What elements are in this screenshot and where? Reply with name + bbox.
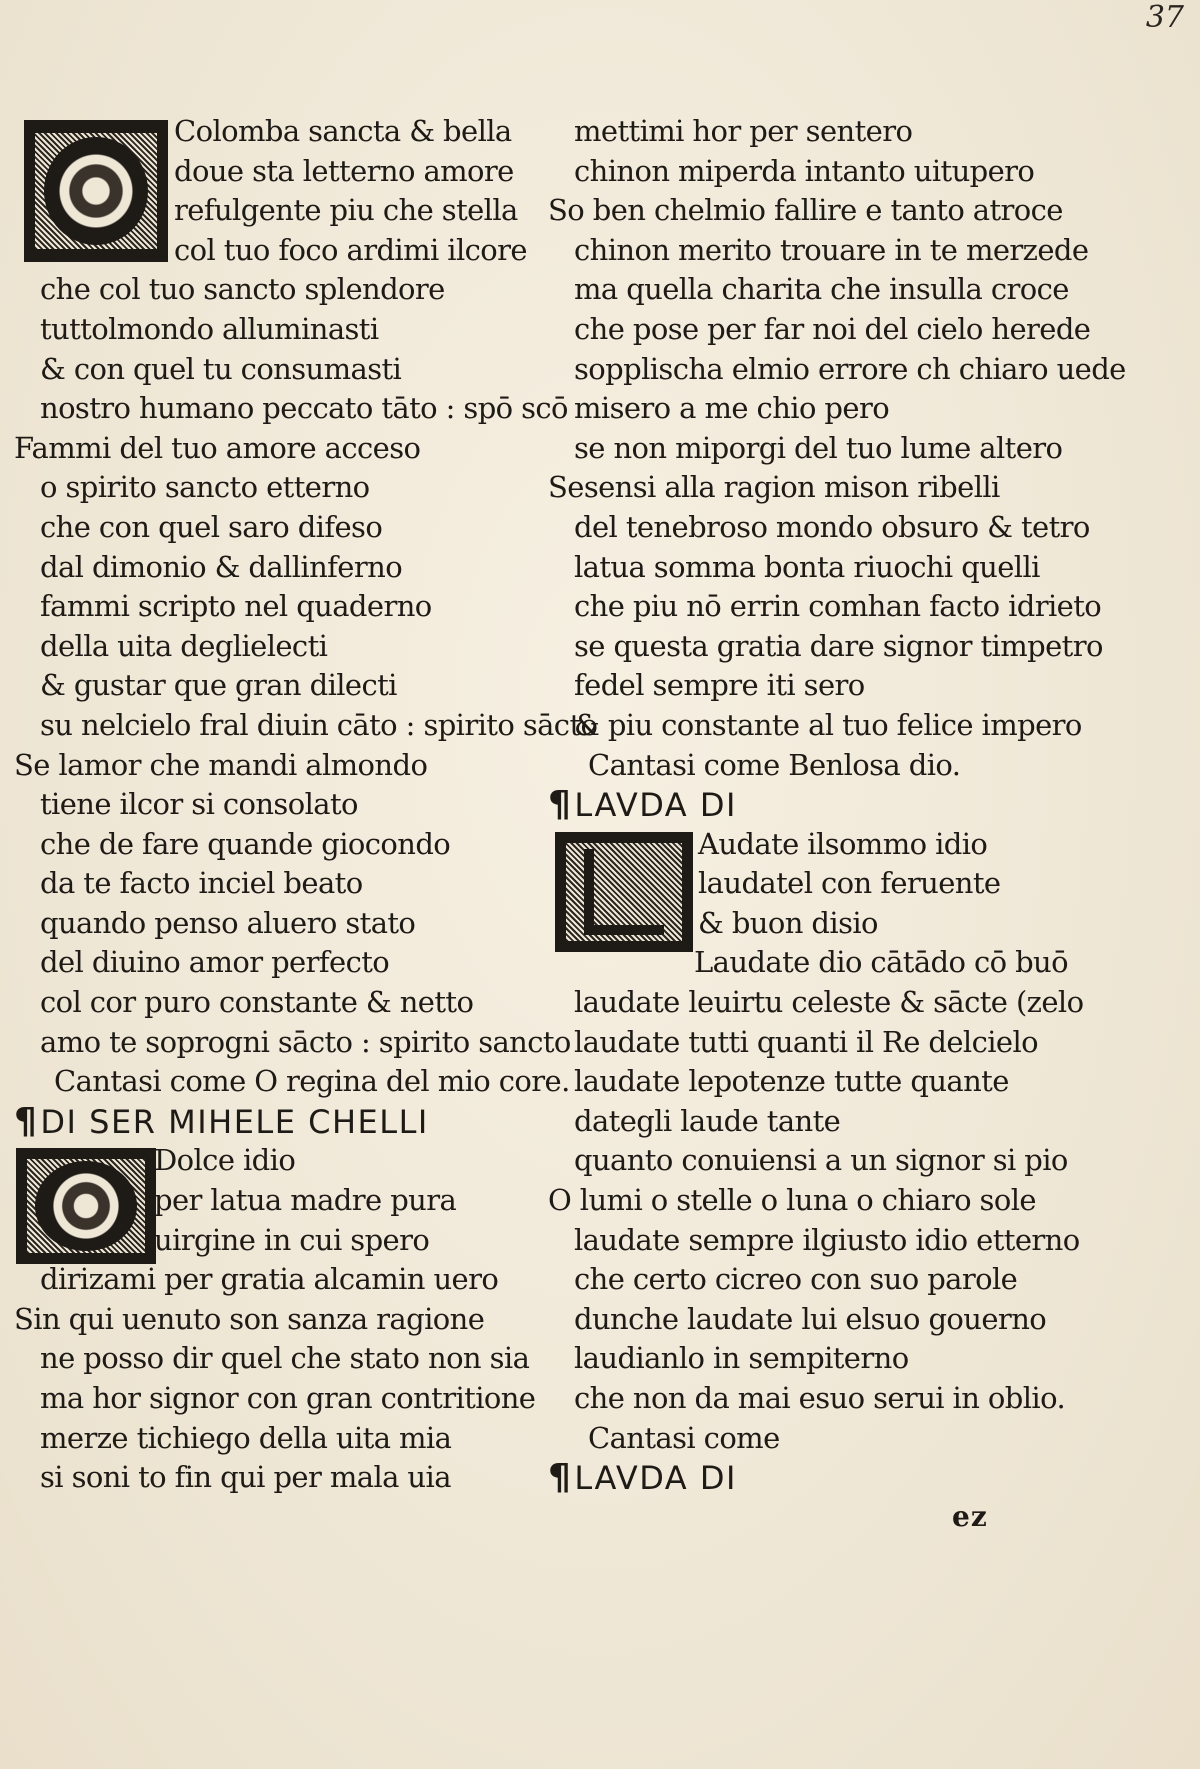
text-line: che pose per far noi del cielo herede [574, 311, 1091, 346]
text-line: & buon disio [698, 905, 878, 940]
text-line: So ben chelmio fallire e tanto atroce [548, 193, 1063, 228]
text-line: che col tuo sancto splendore [40, 272, 445, 307]
text-line: merze tichiego della uita mia [40, 1420, 452, 1455]
text-line: & piu constante al tuo felice impero [574, 707, 1082, 742]
text-line: Se lamor che mandi almondo [14, 747, 428, 782]
text-line: Laudate dio cātādo cō buō [694, 945, 1068, 980]
text-line: latua somma bonta riuochi quelli [574, 549, 1040, 584]
rubric-cantasi: Cantasi come Benlosa dio. [588, 747, 961, 782]
text-line: del diuino amor perfecto [40, 945, 390, 980]
text-line: ne posso dir quel che stato non sia [40, 1341, 530, 1376]
text-line: se questa gratia dare signor timpetro [574, 628, 1103, 663]
text-line: che piu nō errin comhan facto idrieto [574, 589, 1102, 624]
paragraph-mark: ¶ [548, 1457, 573, 1499]
text-line: per latua madre pura [154, 1183, 457, 1218]
text-line: mettimi hor per sentero [574, 114, 913, 148]
text-line: nostro humano peccato tāto : spō scō [40, 391, 568, 426]
text-line: Dolce idio [154, 1143, 296, 1178]
section-heading: ¶LAVDA DI [548, 1457, 737, 1499]
text-line: misero a me chio pero [574, 391, 890, 426]
text-line: ma hor signor con gran contritione [40, 1381, 536, 1415]
folio-number: 37 [1145, 0, 1184, 35]
right-column [548, 112, 1126, 1499]
text-line: doue sta letterno amore [174, 153, 514, 188]
text-line: laudate leuirtu celeste & sācte (zelo [574, 985, 1084, 1020]
text-line: Fammi del tuo amore acceso [14, 430, 421, 465]
text-line: ma quella charita che insulla croce [574, 272, 1069, 307]
text-line: & con quel tu consumasti [40, 351, 402, 386]
section-heading: ¶LAVDA DI [548, 784, 737, 826]
text-line: che certo cicreo con suo parole [574, 1262, 1018, 1297]
text-line: quanto conuiensi a un signor si pio [574, 1143, 1068, 1178]
section-heading: ¶DI SER MIHELE CHELLI [14, 1100, 429, 1142]
text-line: & gustar que gran dilecti [40, 668, 397, 703]
text-line: se non miporgi del tuo lume altero [574, 430, 1063, 465]
text-line: dal dimonio & dallinferno [40, 549, 403, 584]
text-line: col cor puro constante & netto [40, 985, 474, 1020]
text-line: che con quel saro difeso [40, 509, 383, 544]
text-line: fammi scripto nel quaderno [40, 589, 432, 624]
text-line: su nelcielo fral diuin cāto : spirito sācto [40, 707, 598, 742]
text-line: si soni to fin qui per mala uia [40, 1460, 451, 1495]
text-line: laudate lepotenze tutte quante [574, 1064, 1009, 1099]
text-line: col tuo foco ardimi ilcore [174, 232, 527, 267]
text-line: tuttolmondo alluminasti [40, 311, 379, 346]
text-line: dategli laude tante [574, 1103, 841, 1138]
text-line: amo te soprogni sācto : spirito sancto [40, 1024, 571, 1059]
text-line: fedel sempre iti sero [574, 668, 865, 703]
rubric-cantasi: Cantasi come [588, 1420, 780, 1455]
text-line: Sin qui uenuto son sanza ragione [14, 1301, 485, 1336]
text-line: da te facto inciel beato [40, 866, 363, 901]
text-line: uirgine in cui spero [154, 1222, 430, 1257]
text-line: chinon miperda intanto uitupero [574, 153, 1035, 188]
text-line: Sesensi alla ragion mison ribelli [548, 470, 1000, 505]
text-line: laudate tutti quanti il Re delcielo [574, 1024, 1039, 1059]
paragraph-mark: ¶ [548, 784, 573, 826]
text-line: tiene ilcor si consolato [40, 787, 358, 822]
text-line: laudianlo in sempiterno [574, 1341, 909, 1376]
left-column [14, 112, 598, 1498]
text-line: della uita deglielecti [40, 628, 328, 663]
text-line: dunche laudate lui elsuo gouerno [574, 1301, 1047, 1336]
text-line: chinon merito trouare in te merzede [574, 232, 1089, 267]
paragraph-mark: ¶ [14, 1100, 39, 1142]
rubric-cantasi: Cantasi come O regina del mio core. [54, 1064, 570, 1099]
text-line: laudatel con feruente [698, 866, 1001, 901]
text-line: Colomba sancta & bella [174, 114, 512, 148]
text-line: o spirito sancto etterno [40, 470, 370, 505]
text-line: che non da mai esuo serui in oblio. [574, 1381, 1066, 1415]
text-line: del tenebroso mondo obsuro & tetro [574, 509, 1090, 544]
text-line: quando penso aluero stato [40, 905, 416, 940]
text-line: O lumi o stelle o luna o chiaro sole [548, 1183, 1036, 1218]
text-line: laudate sempre ilgiusto idio etterno [574, 1222, 1080, 1257]
text-line: Audate ilsommo idio [698, 826, 988, 861]
text-line: sopplischa elmio errore ch chiaro uede [574, 351, 1126, 386]
signature-mark: ez [952, 1500, 988, 1533]
text-line: che de fare quande giocondo [40, 826, 451, 861]
text-line: dirizami per gratia alcamin uero [40, 1262, 499, 1297]
text-line: refulgente piu che stella [174, 193, 518, 228]
